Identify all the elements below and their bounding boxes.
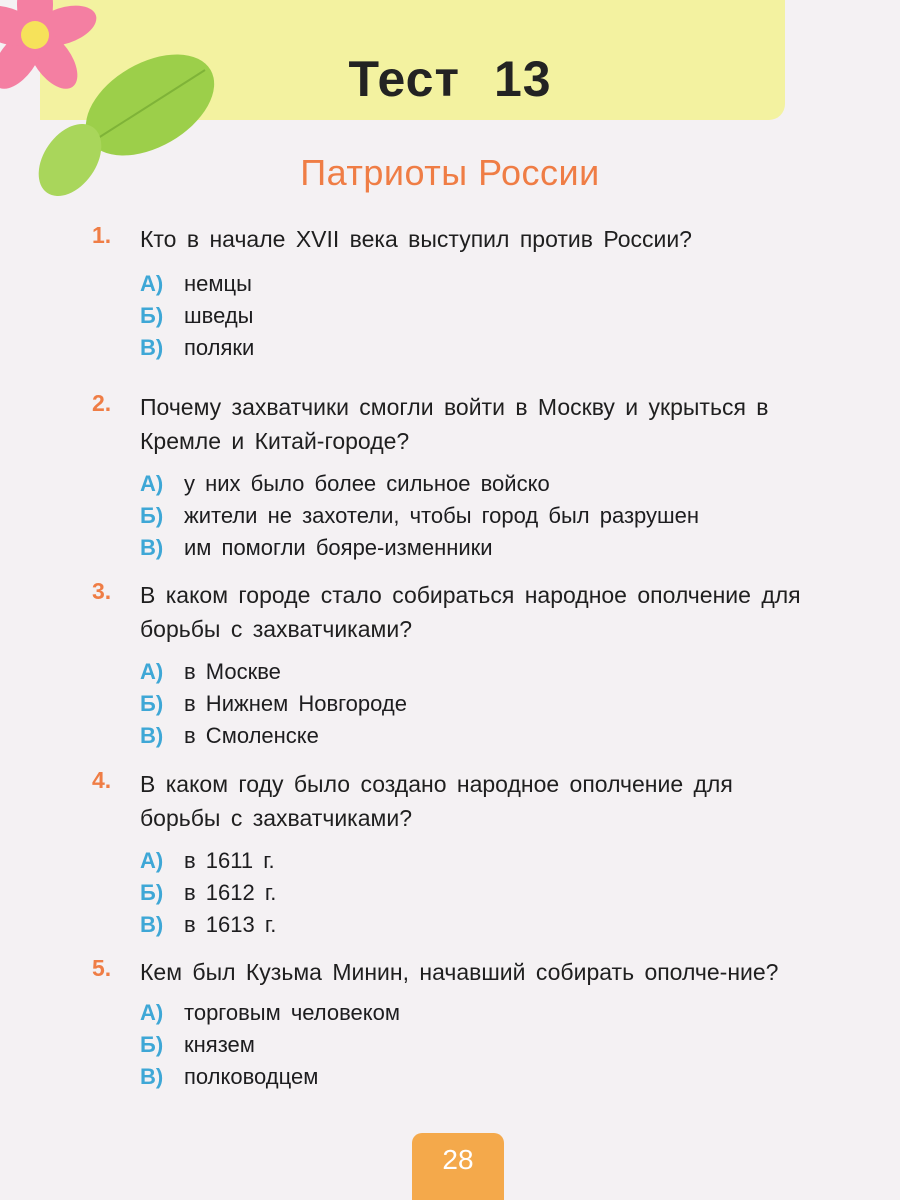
option-text: в 1611 г. — [184, 848, 275, 873]
answer-option-c[interactable] — [140, 1061, 822, 1093]
option-text: князем — [184, 1032, 255, 1057]
test-number: 13 — [493, 51, 552, 107]
option-letter: А) — [140, 848, 164, 873]
answer-option-c[interactable] — [140, 720, 822, 752]
option-text: полководцем — [184, 1064, 319, 1089]
answer-option-b[interactable] — [140, 1029, 822, 1061]
option-letter: В) — [140, 335, 164, 360]
option-text: в Смоленске — [184, 723, 319, 748]
option-text: поляки — [184, 335, 255, 360]
question-number: 5. — [92, 955, 112, 981]
answer-option-b[interactable] — [140, 877, 822, 909]
option-letter: Б) — [140, 503, 164, 528]
page-number: 28 — [412, 1133, 504, 1200]
answer-option-b[interactable] — [140, 688, 822, 720]
option-letter: А) — [140, 471, 164, 496]
option-letter: А) — [140, 1000, 164, 1025]
option-letter: Б) — [140, 303, 164, 328]
answer-option-a[interactable] — [140, 268, 822, 300]
answer-option-c[interactable] — [140, 909, 822, 941]
answer-option-b[interactable] — [140, 300, 822, 332]
option-letter: Б) — [140, 880, 164, 905]
question-4 — [92, 767, 822, 941]
question-5 — [92, 955, 822, 1093]
question-text: Кто в начале XVII века выступил против России? — [140, 226, 692, 252]
option-text: жители не захотели, чтобы город был разрушен — [184, 503, 700, 528]
option-text: в Нижнем Новгороде — [184, 691, 407, 716]
question-text: В каком городе стало собираться народное ополчение для борьбы с захватчиками? — [140, 582, 801, 642]
option-text: немцы — [184, 271, 252, 296]
answer-option-a[interactable] — [140, 468, 822, 500]
test-title — [0, 50, 900, 108]
option-letter: В) — [140, 535, 164, 560]
option-text: у них было более сильное войско — [184, 471, 550, 496]
question-2 — [92, 390, 822, 564]
question-number: 2. — [92, 390, 112, 416]
answer-option-a[interactable] — [140, 845, 822, 877]
answer-option-a[interactable] — [140, 656, 822, 688]
option-text: в 1613 г. — [184, 912, 277, 937]
answer-option-c[interactable] — [140, 332, 822, 364]
question-number: 1. — [92, 222, 112, 248]
question-1 — [92, 222, 822, 364]
option-letter: В) — [140, 1064, 164, 1089]
flower-leaf-icon — [0, 0, 260, 260]
section-subtitle: Патриоты России — [300, 152, 600, 193]
option-text: в 1612 г. — [184, 880, 277, 905]
option-letter: В) — [140, 912, 164, 937]
answer-option-a[interactable] — [140, 997, 822, 1029]
question-number: 3. — [92, 578, 112, 604]
option-text: шведы — [184, 303, 254, 328]
option-letter: А) — [140, 659, 164, 684]
question-text: В каком году было создано народное ополчение для борьбы с захватчиками? — [140, 771, 733, 831]
option-letter: Б) — [140, 1032, 164, 1057]
answer-option-b[interactable] — [140, 500, 822, 532]
test-label: Тест — [348, 51, 460, 107]
option-letter: А) — [140, 271, 164, 296]
question-3 — [92, 578, 822, 752]
option-text: торговым человеком — [184, 1000, 401, 1025]
option-text: им помогли бояре-изменники — [184, 535, 493, 560]
option-letter: Б) — [140, 691, 164, 716]
question-text: Почему захватчики смогли войти в Москву и укрыться в Кремле и Китай-городе? — [140, 394, 769, 454]
option-letter: В) — [140, 723, 164, 748]
option-text: в Москве — [184, 659, 281, 684]
question-number: 4. — [92, 767, 112, 793]
question-text: Кем был Кузьма Минин, начавший собирать ополче-ние? — [140, 959, 779, 985]
answer-option-c[interactable] — [140, 532, 822, 564]
